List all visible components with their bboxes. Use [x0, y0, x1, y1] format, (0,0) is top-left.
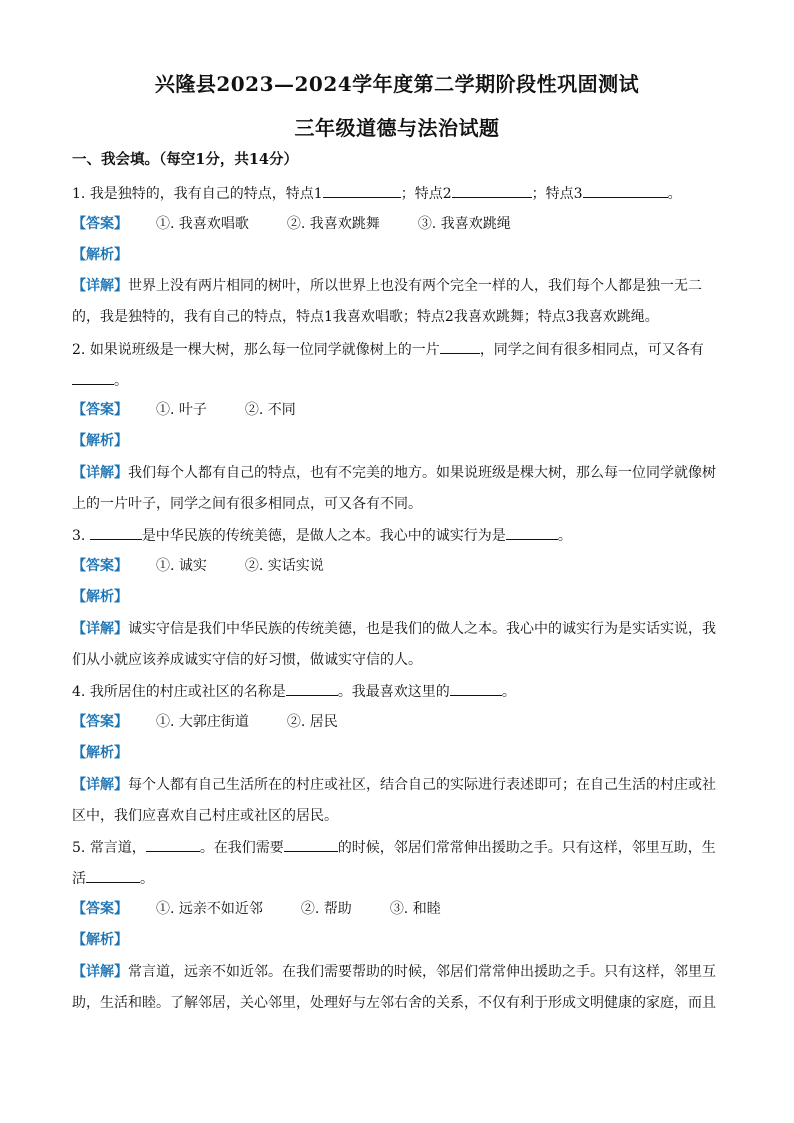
question-text: ，同学之间有很多相同点，可又各有 — [479, 342, 704, 358]
answer-blank — [452, 183, 532, 198]
detail-line — [72, 276, 722, 296]
detail-label: 【详解】 — [72, 964, 128, 980]
analysis-row — [72, 743, 722, 763]
answer-row — [72, 400, 722, 420]
answer-item: ①. 远亲不如近邻 — [156, 901, 263, 917]
answer-blank — [90, 525, 142, 540]
analysis-row — [72, 587, 722, 607]
question-5 — [72, 837, 722, 858]
answer-blank — [583, 183, 668, 198]
answer-blank — [286, 681, 338, 696]
answer-label: 【答案】 — [72, 901, 128, 917]
question-text: 我是独特的，我有自己的特点，特点1 — [89, 186, 323, 202]
answer-blank — [323, 183, 401, 198]
answer-blank — [72, 370, 114, 385]
detail-label: 【详解】 — [72, 465, 128, 481]
answer-blank — [440, 339, 480, 354]
detail-label: 【详解】 — [72, 777, 128, 793]
question-text: 。 — [114, 373, 128, 389]
answer-blank — [86, 868, 140, 883]
answer-row — [72, 214, 722, 234]
answer-row — [72, 556, 722, 576]
answer-item: ①. 大郭庄街道 — [156, 714, 249, 730]
detail-line: 助，生活和睦。了解邻居，关心邻里，处理好与左邻右舍的关系，不仅有利于形成文明健康的家庭，而且 — [72, 995, 716, 1011]
answer-item: ②. 我喜欢跳舞 — [286, 216, 380, 232]
answer-label: 【答案】 — [72, 558, 128, 574]
detail-line — [72, 962, 722, 982]
answer-label: 【答案】 — [72, 714, 128, 730]
answer-blank — [506, 525, 558, 540]
question-text: 。我最喜欢这里的 — [337, 684, 450, 700]
answer-item: ②. 帮助 — [300, 901, 352, 917]
question-5-cont — [72, 868, 722, 889]
question-1 — [72, 183, 722, 204]
detail-text: 每个人都有自己生活所在的村庄或社区，结合自己的实际进行表述即可；在自己生活的村庄或社 — [128, 777, 716, 793]
detail-line — [72, 775, 722, 795]
question-number: 4. — [72, 684, 86, 700]
detail-line: 们从小就应该养成诚实守信的好习惯，做诚实守信的人。 — [72, 652, 422, 668]
question-number: 2. — [72, 342, 86, 358]
analysis-label: 【解析】 — [72, 247, 128, 263]
analysis-label: 【解析】 — [72, 589, 128, 605]
answer-item: ①. 诚实 — [156, 558, 207, 574]
question-text: ；特点3 — [531, 186, 583, 202]
question-text: 如果说班级是一棵大树，那么每一位同学就像树上的一片 — [89, 342, 440, 358]
question-2 — [72, 339, 722, 360]
answer-item: ②. 居民 — [286, 714, 338, 730]
question-2-cont — [72, 370, 722, 391]
answer-item: ①. 叶子 — [156, 402, 207, 418]
question-number: 1. — [72, 186, 86, 202]
question-text: 我所居住的村庄或社区的名称是 — [89, 684, 286, 700]
question-number: 5. — [72, 840, 86, 856]
question-3 — [72, 525, 722, 546]
answer-blank — [146, 837, 200, 852]
section-heading: 一、我会填。（每空1分，共14分） — [72, 151, 299, 168]
question-text: 。在我们需要 — [199, 840, 284, 856]
detail-line: 上的一片叶子，同学之间有很多相同点，可又各有不同。 — [72, 496, 422, 512]
answer-item: ③. 和睦 — [389, 901, 441, 917]
question-4 — [72, 681, 722, 702]
question-text: 。 — [557, 528, 572, 544]
answer-label: 【答案】 — [72, 402, 128, 418]
detail-text: 世界上没有两片相同的树叶，所以世界上也没有两个完全一样的人，我们每个人都是独一无二 — [128, 278, 702, 294]
detail-label: 【详解】 — [72, 278, 128, 294]
analysis-label: 【解析】 — [72, 433, 128, 449]
detail-text: 我们每个人都有自己的特点，也有不完美的地方。如果说班级是棵大树，那么每一位同学就像树 — [128, 465, 716, 481]
answer-blank — [284, 837, 338, 852]
question-text: 的时候，邻居们常常伸出援助之手。只有这样，邻里互助，生 — [337, 840, 716, 856]
question-text: 。 — [501, 684, 516, 700]
question-text: 是中华民族的传统美德，是做人之本。我心中的诚实行为是 — [141, 528, 506, 544]
detail-text: 常言道，远亲不如近邻。在我们需要帮助的时候，邻居们常常伸出援助之手。只有这样，邻里互 — [128, 964, 716, 980]
analysis-label: 【解析】 — [72, 745, 128, 761]
answer-blank — [450, 681, 502, 696]
answer-row — [72, 712, 722, 732]
answer-item: ②. 不同 — [244, 402, 296, 418]
exam-subtitle: 三年级道德与法治试题 — [294, 116, 500, 140]
analysis-row — [72, 930, 722, 950]
exam-title: 兴隆县2023—2024学年度第二学期阶段性巩固测试 — [154, 72, 640, 96]
question-text: ；特点2 — [400, 186, 452, 202]
detail-label: 【详解】 — [72, 621, 128, 637]
question-text: 活 — [72, 871, 86, 887]
analysis-row — [72, 245, 722, 265]
analysis-row — [72, 431, 722, 451]
answer-row — [72, 899, 722, 919]
detail-line: 区中，我们应喜欢自己村庄或社区的居民。 — [72, 808, 338, 824]
answer-item: ②. 实话实说 — [244, 558, 324, 574]
analysis-label: 【解析】 — [72, 932, 128, 948]
question-text: 。 — [667, 186, 682, 202]
answer-item: ③. 我喜欢跳绳 — [417, 216, 511, 232]
detail-line — [72, 619, 722, 639]
question-text: 常言道， — [89, 840, 146, 856]
detail-line: 的，我是独特的，我有自己的特点，特点1我喜欢唱歌；特点2我喜欢跳舞；特点3我喜欢跳绳。 — [72, 309, 659, 325]
question-text: 。 — [140, 871, 154, 887]
detail-line — [72, 463, 722, 483]
answer-label: 【答案】 — [72, 216, 128, 232]
answer-item: ①. 我喜欢唱歌 — [156, 216, 249, 232]
question-number: 3. — [72, 528, 86, 544]
detail-text: 诚实守信是我们中华民族的传统美德，也是我们的做人之本。我心中的诚实行为是实话实说，我 — [128, 621, 716, 637]
